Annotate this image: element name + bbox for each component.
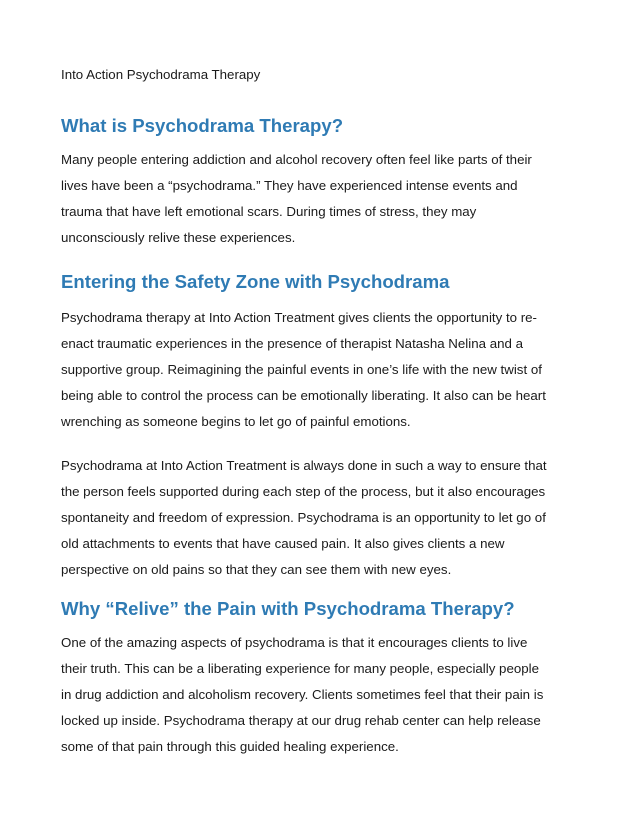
section-heading-why-relive: Why “Relive” the Pain with Psychodrama Therapy?	[61, 598, 515, 619]
section-heading-what-is-psychodrama: What is Psychodrama Therapy?	[61, 115, 344, 136]
text-line: supportive group. Reimagining the painful events in one’s life with the new twist of	[61, 362, 542, 377]
text-line: lives have been a “psychodrama.” They have experienced intense events and	[61, 178, 518, 193]
paragraph-why-relive	[61, 630, 581, 760]
text-line: perspective on old pains so that they can see them with new eyes.	[61, 562, 452, 577]
text-line: old attachments to events that have caused pain. It also gives clients a new	[61, 536, 505, 551]
text-line: unconsciously relive these experiences.	[61, 230, 296, 245]
text-line: One of the amazing aspects of psychodrama is that it encourages clients to live	[61, 635, 528, 650]
paragraph-safety-zone-2	[61, 453, 581, 583]
text-line: trauma that have left emotional scars. During times of stress, they may	[61, 204, 477, 219]
text-line: Psychodrama at Into Action Treatment is always done in such a way to ensure that	[61, 458, 547, 473]
text-line: spontaneity and freedom of expression. Psychodrama is an opportunity to let go of	[61, 510, 546, 525]
text-line: locked up inside. Psychodrama therapy at our drug rehab center can help release	[61, 713, 541, 728]
section-heading-safety-zone: Entering the Safety Zone with Psychodrama	[61, 271, 450, 292]
document-title: Into Action Psychodrama Therapy	[61, 67, 261, 82]
text-line: enact traumatic experiences in the presence of therapist Natasha Nelina and a	[61, 336, 523, 351]
text-line: Psychodrama therapy at Into Action Treatment gives clients the opportunity to re-	[61, 310, 537, 325]
text-line: Many people entering addiction and alcohol recovery often feel like parts of their	[61, 152, 532, 167]
text-line: being able to control the process can be emotionally liberating. It also can be heart	[61, 388, 546, 403]
text-line: in drug addiction and alcoholism recovery. Clients sometimes feel that their pain is	[61, 687, 544, 702]
paragraph-what-is-psychodrama	[61, 147, 581, 251]
text-line: their truth. This can be a liberating experience for many people, especially people	[61, 661, 539, 676]
text-line: wrenching as someone begins to let go of painful emotions.	[61, 414, 411, 429]
text-line: some of that pain through this guided healing experience.	[61, 739, 399, 754]
paragraph-safety-zone-1	[61, 305, 581, 435]
text-line: the person feels supported during each step of the process, but it also encourages	[61, 484, 546, 499]
